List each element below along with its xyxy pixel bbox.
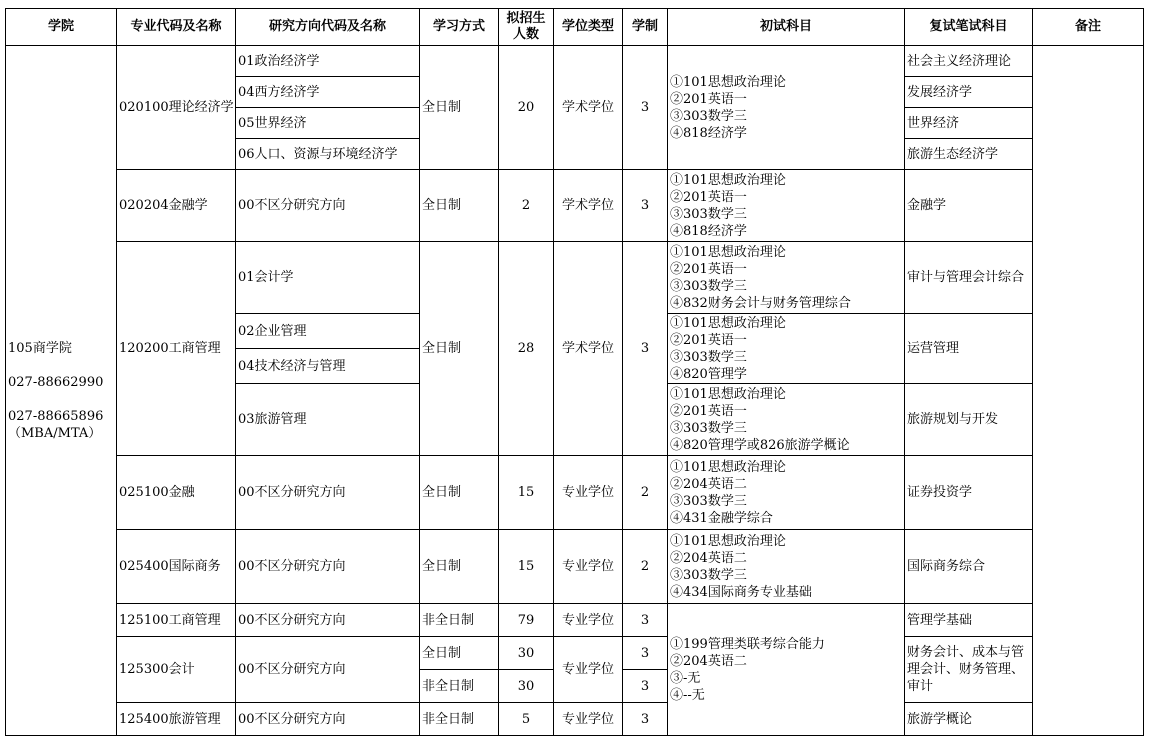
exam-subject: ③303数学三 xyxy=(670,206,747,222)
exam-subject: ①101思想政治理论 xyxy=(670,172,786,188)
exam-subject: ③303数学三 xyxy=(670,278,747,294)
header-degree: 学位类型 xyxy=(554,9,623,46)
mode-cell: 全日制 xyxy=(420,46,499,170)
years-cell: 2 xyxy=(623,456,668,530)
retest-cell: 证券投资学 xyxy=(905,456,1033,530)
exam-subjects-cell xyxy=(668,384,905,456)
table-row xyxy=(6,604,1144,637)
major-cell: 125300会计 xyxy=(117,637,236,703)
header-retest: 复试笔试科目 xyxy=(905,9,1033,46)
enrollment-catalog-table xyxy=(5,8,1144,736)
exam-subject: ④434国际商务专业基础 xyxy=(670,584,812,600)
table-row xyxy=(6,242,1144,314)
retest-cell: 运营管理 xyxy=(905,314,1033,384)
mode-cell: 全日制 xyxy=(420,456,499,530)
retest-cell: 国际商务综合 xyxy=(905,530,1033,604)
header-direction: 研究方向代码及名称 xyxy=(236,9,420,46)
degree-cell: 专业学位 xyxy=(554,530,623,604)
major-cell: 020204金融学 xyxy=(117,170,236,242)
exam-subject: ②204英语二 xyxy=(670,550,747,566)
quota-cell: 20 xyxy=(499,46,554,170)
table-row xyxy=(6,456,1144,530)
header-exam: 初试科目 xyxy=(668,9,905,46)
mode-cell: 非全日制 xyxy=(420,604,499,637)
exam-subject: ③303数学三 xyxy=(670,420,747,436)
direction-cell: 06人口、资源与环境经济学 xyxy=(236,139,420,170)
exam-subject: ①199管理类联考综合能力 xyxy=(670,636,825,652)
direction-cell: 05世界经济 xyxy=(236,108,420,139)
major-cell: 125400旅游管理 xyxy=(117,703,236,736)
exam-subject: ④818经济学 xyxy=(670,223,747,239)
exam-subject: ①101思想政治理论 xyxy=(670,533,786,549)
mode-cell: 全日制 xyxy=(420,170,499,242)
years-cell: 3 xyxy=(623,670,668,703)
retest-cell: 财务会计、成本与管理会计、财务管理、审计 xyxy=(905,637,1033,703)
degree-cell: 学术学位 xyxy=(554,242,623,456)
mode-cell: 全日制 xyxy=(420,242,499,456)
quota-cell: 30 xyxy=(499,637,554,670)
direction-cell: 03旅游管理 xyxy=(236,384,420,456)
years-cell: 3 xyxy=(623,637,668,670)
exam-subject: ④820管理学或826旅游学概论 xyxy=(670,437,850,453)
years-cell: 3 xyxy=(623,242,668,456)
quota-cell: 5 xyxy=(499,703,554,736)
direction-cell: 01政治经济学 xyxy=(236,46,420,77)
header-note: 备注 xyxy=(1033,9,1144,46)
table-row xyxy=(6,46,1144,77)
exam-subject: ②204英语二 xyxy=(670,653,747,669)
direction-cell: 02企业管理 xyxy=(236,314,420,349)
table-row xyxy=(6,170,1144,242)
retest-cell: 管理学基础 xyxy=(905,604,1033,637)
exam-subject: ①101思想政治理论 xyxy=(670,459,786,475)
direction-cell: 00不区分研究方向 xyxy=(236,456,420,530)
mode-cell: 全日制 xyxy=(420,637,499,670)
retest-cell: 世界经济 xyxy=(905,108,1033,139)
exam-subject: ③-无 xyxy=(670,670,701,686)
header-major: 专业代码及名称 xyxy=(117,9,236,46)
college-cell xyxy=(6,46,117,736)
direction-cell: 00不区分研究方向 xyxy=(236,703,420,736)
years-cell: 3 xyxy=(623,604,668,637)
exam-subject: ①101思想政治理论 xyxy=(670,244,786,260)
quota-cell: 15 xyxy=(499,456,554,530)
exam-subject: ①101思想政治理论 xyxy=(670,315,786,331)
quota-cell: 28 xyxy=(499,242,554,456)
exam-subject: ④820管理学 xyxy=(670,366,747,382)
note-cell xyxy=(1033,46,1144,736)
exam-subjects-cell xyxy=(668,456,905,530)
exam-subject: ②201英语一 xyxy=(670,91,747,107)
exam-subjects-cell xyxy=(668,314,905,384)
direction-cell: 01会计学 xyxy=(236,242,420,314)
exam-subject: ④818经济学 xyxy=(670,125,747,141)
header-years: 学制 xyxy=(623,9,668,46)
exam-subject: ④431金融学综合 xyxy=(670,510,773,526)
college-phone-2-note: （MBA/MTA） xyxy=(8,425,102,441)
exam-subject: ③303数学三 xyxy=(670,493,747,509)
degree-cell: 学术学位 xyxy=(554,170,623,242)
exam-subjects-cell xyxy=(668,46,905,170)
exam-subject: ②204英语二 xyxy=(670,476,747,492)
direction-cell: 00不区分研究方向 xyxy=(236,604,420,637)
exam-subjects-cell xyxy=(668,170,905,242)
mode-cell: 全日制 xyxy=(420,530,499,604)
exam-subjects-cell xyxy=(668,242,905,314)
years-cell: 3 xyxy=(623,170,668,242)
quota-cell: 30 xyxy=(499,670,554,703)
header-mode: 学习方式 xyxy=(420,9,499,46)
exam-subjects-cell xyxy=(668,604,905,736)
retest-cell: 社会主义经济理论 xyxy=(905,46,1033,77)
years-cell: 3 xyxy=(623,703,668,736)
exam-subject: ④--无 xyxy=(670,687,705,703)
exam-subject: ③303数学三 xyxy=(670,349,747,365)
exam-subject: ②201英语一 xyxy=(670,189,747,205)
major-cell: 020100理论经济学 xyxy=(117,46,236,170)
retest-cell: 金融学 xyxy=(905,170,1033,242)
quota-cell: 2 xyxy=(499,170,554,242)
direction-cell: 00不区分研究方向 xyxy=(236,170,420,242)
exam-subject: ③303数学三 xyxy=(670,567,747,583)
major-cell: 025100金融 xyxy=(117,456,236,530)
direction-cell: 00不区分研究方向 xyxy=(236,637,420,703)
direction-cell: 04技术经济与管理 xyxy=(236,349,420,384)
degree-cell: 专业学位 xyxy=(554,604,623,637)
college-name: 105商学院 xyxy=(8,340,72,356)
retest-cell: 旅游规划与开发 xyxy=(905,384,1033,456)
major-cell: 120200工商管理 xyxy=(117,242,236,456)
years-cell: 2 xyxy=(623,530,668,604)
header-college: 学院 xyxy=(6,9,117,46)
years-cell: 3 xyxy=(623,46,668,170)
direction-cell: 00不区分研究方向 xyxy=(236,530,420,604)
major-cell: 025400国际商务 xyxy=(117,530,236,604)
degree-cell: 专业学位 xyxy=(554,703,623,736)
direction-cell: 04西方经济学 xyxy=(236,77,420,108)
exam-subjects-cell xyxy=(668,530,905,604)
mode-cell: 非全日制 xyxy=(420,670,499,703)
retest-cell: 旅游学概论 xyxy=(905,703,1033,736)
header-quota: 拟招生人数 xyxy=(499,9,554,46)
catalog-table-wrapper xyxy=(5,8,1144,736)
exam-subject: ①101思想政治理论 xyxy=(670,386,786,402)
college-phone-2: 027-88665896 xyxy=(8,408,104,424)
college-phone-1: 027-88662990 xyxy=(8,374,104,390)
exam-subject: ②201英语一 xyxy=(670,403,747,419)
table-row xyxy=(6,637,1144,670)
quota-cell: 79 xyxy=(499,604,554,637)
table-row xyxy=(6,530,1144,604)
exam-subject: ②201英语一 xyxy=(670,261,747,277)
exam-subject: ②201英语一 xyxy=(670,332,747,348)
exam-subject: ③303数学三 xyxy=(670,108,747,124)
retest-cell: 旅游生态经济学 xyxy=(905,139,1033,170)
degree-cell: 专业学位 xyxy=(554,637,623,703)
exam-subject: ①101思想政治理论 xyxy=(670,74,786,90)
exam-subject: ④832财务会计与财务管理综合 xyxy=(670,295,851,311)
quota-cell: 15 xyxy=(499,530,554,604)
mode-cell: 非全日制 xyxy=(420,703,499,736)
major-cell: 125100工商管理 xyxy=(117,604,236,637)
degree-cell: 学术学位 xyxy=(554,46,623,170)
retest-cell: 审计与管理会计综合 xyxy=(905,242,1033,314)
retest-cell: 发展经济学 xyxy=(905,77,1033,108)
header-row xyxy=(6,9,1144,46)
table-row xyxy=(6,703,1144,736)
degree-cell: 专业学位 xyxy=(554,456,623,530)
